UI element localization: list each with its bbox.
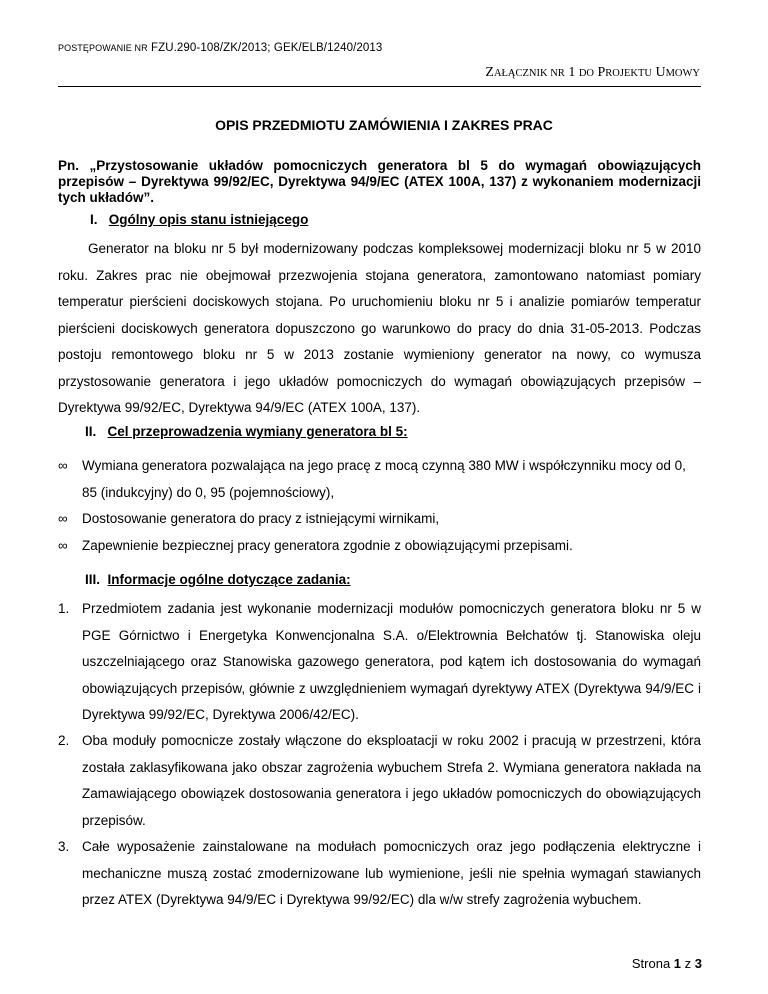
section-2-number: II. — [85, 424, 97, 439]
header-attachment-part: U — [651, 65, 666, 80]
header-attachment-part: AŁĄCZNIK NR — [493, 68, 565, 79]
section-3-title: Informacje ogólne dotyczące zadania: — [107, 572, 351, 587]
header-attachment-part: 1 — [564, 65, 579, 80]
item-number: 1. — [58, 601, 70, 616]
page-number — [632, 956, 702, 971]
page-label: Strona — [631, 956, 674, 971]
section-1-number: I. — [90, 212, 98, 227]
item-text: Przedmiotem zadania jest wykonanie modernizacji modułów pomocniczych generatora bloku nr 5 w PGE Górnictwo i Energetyka Konwencjonalna S.A. o/Elektrownia Bełchatów tj. Stanowiska oleju uszczelniającego oraz Stanowiska gazowego generatora, pod kątem ich dostosowania do wymagań obowiązujących przepisów, głównie z uwzględnieniem wymagań dyrektywy ATEX (Dyrektywa 94/9/EC i Dyrektywa 99/92/EC, Dyrektywa 2006/42/EC). — [82, 601, 701, 722]
item-number: 2. — [58, 733, 70, 748]
total-pages: 3 — [694, 956, 702, 971]
list-item — [58, 533, 701, 560]
header-reference-number: FZU.290-108/ZK/2013; GEK/ELB/1240/2013 — [147, 42, 383, 54]
bullet-icon: ∞ — [58, 511, 68, 526]
bullet-text: Wymiana generatora pozwalająca na jego pracę z mocą czynną 380 MW i współczynniku mocy od 0, 85 (indukcyjny) do 0, 95 (pojemnościowy), — [82, 458, 686, 500]
bullet-icon: ∞ — [58, 458, 68, 473]
header-attachment-part: P — [593, 65, 606, 80]
list-item — [58, 453, 701, 506]
document-title: OPIS PRZEDMIOTU ZAMÓWIENIA I ZAKRES PRAC — [215, 117, 553, 133]
header-attachment — [485, 65, 700, 81]
list-item — [58, 506, 701, 533]
header-attachment-part: Z — [485, 65, 494, 80]
numbered-item — [58, 728, 701, 834]
section-3-number: III. — [85, 572, 101, 587]
item-text: Oba moduły pomocnicze zostały włączone do eksploatacji w roku 2002 i pracują w przestrzeni, która została zaklasyfikowana jako obszar zagrożenia wybuchem Strefa 2. Wymiana generatora nakłada na Zamawiającego obowiązek dostosowania generatora i jego układów pomocniczych do obowiązujących przepisów. — [82, 733, 701, 828]
bullet-icon: ∞ — [58, 538, 68, 553]
header-attachment-part: DO — [578, 68, 594, 79]
header-reference — [58, 42, 382, 54]
task-name: Pn. „Przystosowanie układów pomocniczych generatora bl 5 do wymagań obowiązujących przepisów – Dyrektywa 99/92/EC, Dyrektywa 94/9/EC (ATEX 100A, 137) z wykonaniem modernizacji tych układów”. — [58, 158, 701, 205]
section-2-title: Cel przeprowadzenia wymiany generatora bl 5: — [107, 424, 408, 439]
section-3-heading — [85, 572, 351, 587]
current-page: 1 — [673, 956, 682, 971]
page-of: z — [681, 956, 695, 971]
section-1-title: Ogólny opis stanu istniejącego — [108, 212, 309, 227]
item-text: Całe wyposażenie zainstalowane na modułach pomocniczych oraz jego podłączenia elektryczne i mechaniczne muszą zostać zmodernizowane lub wymienione, jeśli nie spełnia wymagań stawianych przez ATEX (Dyrektywa 94/9/EC i Dyrektywa 99/92/EC) dla w/w strefy zagrożenia wybuchem. — [82, 839, 701, 907]
header-divider — [58, 86, 701, 87]
header-attachment-part: ROJEKTU — [605, 68, 652, 79]
section-1-heading — [90, 212, 308, 227]
numbered-item — [58, 596, 701, 729]
item-number: 3. — [58, 839, 70, 854]
header-reference-prefix: POSTĘPOWANIE NR — [58, 43, 148, 53]
bullet-text: Zapewnienie bezpiecznej pracy generatora zgodnie z obowiązującymi przepisami. — [82, 538, 573, 553]
section-2-heading — [85, 424, 408, 439]
section-1-text: Generator na bloku nr 5 był modernizowany podczas kompleksowej modernizacji bloku nr 5 w 2010 roku. Zakres prac nie obejmował przezwojenia stojana generatora, zamontowano natomiast pomiary temperatur pierścieni dociskowych stojana. Po uruchomieniu bloku nr 5 i analizie pomiarów temperatur pierścieni dociskowych generatora dopuszczono go warunkowo do pracy do dnia 31-05-2013. Podczas postoju remontowego bloku nr 5 w 2013 zostanie wymieniony generator na nowy, co wymusza przystosowanie generatora i jego układów pomocniczych do wymagań obowiązujących przepisów – Dyrektywa 99/92/EC, Dyrektywa 94/9/EC (ATEX 100A, 137). — [58, 241, 701, 415]
bullet-text: Dostosowanie generatora do pracy z istniejącymi wirnikami, — [82, 511, 440, 526]
header-attachment-part: MOWY — [665, 68, 700, 79]
numbered-item — [58, 834, 701, 914]
